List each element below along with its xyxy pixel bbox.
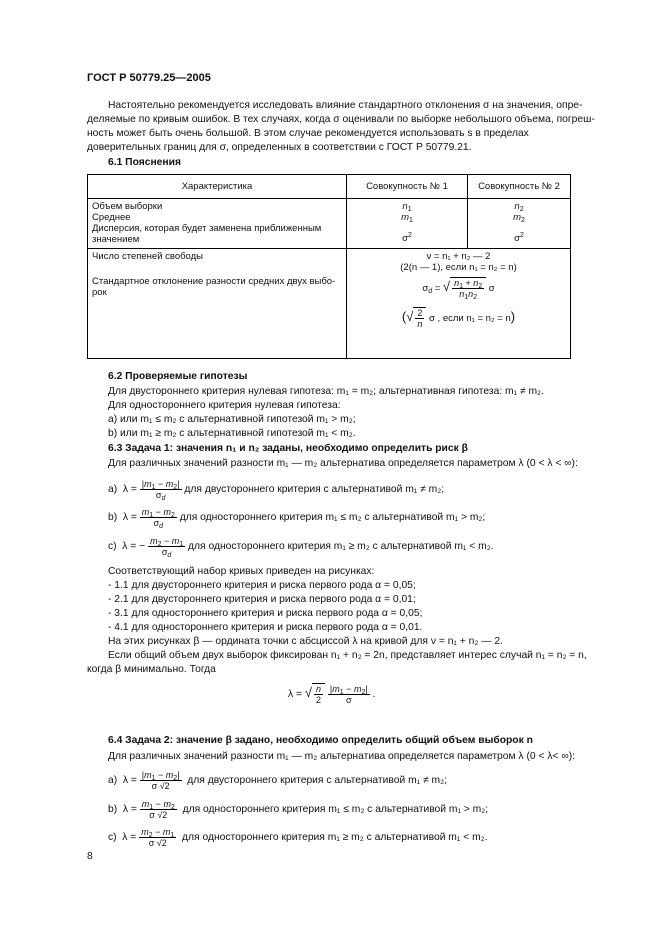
cell-dof-formulas — [347, 249, 571, 359]
formula-sigma-d-equal: (√ $\frac{2}{n}$ σ , если n₁ = n₂ = n) — [401, 308, 516, 329]
section-6-4-title: 6.4 Задача 2: значение β задано, необходимо определить общий объем выборок n — [108, 735, 533, 746]
section-6-2-title: 6.2 Проверяемые гипотезы — [108, 371, 248, 382]
s63-fixed-1: Если общий объем двух выборок фиксирован n₁ + n₂ = 2n, представляет интерес случай n₁ = n₂ = n, — [108, 650, 587, 661]
cell-sample-stats — [88, 199, 347, 249]
formula-sigma-d: $\sigma_d$ = √ $\frac{n_1 + n_2}{n_1n_2}$ σ — [422, 278, 495, 301]
s63-item-a: a) λ = $\frac{|m_1 - m_2|}{\sigma_d}$ для двустороннего критерия с альтернативой m₁ ≠ m₂; — [108, 479, 445, 502]
intro-line-3: ность может быть очень большой. В этом случае рекомендуется использовать s в пределах — [87, 128, 529, 139]
s62-line-1: Для двустороннего критерия нулевая гипотеза: m₁ = m₂; альтернативная гипотеза: m₁ ≠ m₂. — [108, 386, 544, 397]
s64-line-1: Для различных значений разности m₁ — m₂ альтернатива определяется параметром λ (0 < λ< ∞): — [108, 751, 575, 762]
s63-set: Соответствующий набор кривых приведен на рисунках: — [108, 566, 375, 577]
label-sample-size: Объем выборки — [92, 201, 163, 212]
label-dof: Число степеней свободы — [92, 251, 204, 262]
s62-line-3: a) или m₁ ≤ m₂ с альтернативной гипотезой m₁ > m₂; — [108, 414, 356, 425]
intro-line-1: Настоятельно рекомендуется исследовать влияние стандартного отклонения σ на значения, опре- — [108, 100, 583, 111]
cell-pop1-values: $n_1$ $m_1$ $\sigma^2$ — [347, 199, 468, 249]
s63-fig-1: - 1.1 для двустороннего критерия и риска первого рода α = 0,05; — [108, 580, 416, 591]
formula-lambda-equal: λ = √ $\frac{n}{2}$ $\frac{|m_1 - m_2|}{\sigma}$ . — [288, 684, 376, 705]
cell-pop2-values: $n_2$ $m_2$ $\sigma^2$ — [468, 199, 571, 249]
section-6-1-title: 6.1 Пояснения — [108, 157, 181, 168]
label-sigma-d: Стандартное отклонение разности средних двух выбо- — [92, 276, 336, 287]
s62-line-2: Для одностороннего критерия нулевая гипотеза: — [108, 400, 341, 411]
s64-item-b: b) λ = $\frac{m_1 - m_2}{\sigma √2}$ для одностороннего критерия m₁ ≤ m₂ с альтернативой m₁ > m₂; — [108, 799, 489, 820]
s62-line-4: b) или m₁ ≥ m₂ с альтернативной гипотезой m₁ < m₂. — [108, 428, 356, 439]
s63-fig-4: - 4.1 для одностороннего критерия и риска первого рода α = 0,01. — [108, 622, 423, 633]
section-6-3-title: 6.3 Задача 1: значения n₁ и n₂ заданы, необходимо определить риск β — [108, 443, 468, 454]
s63-item-b: b) λ = $\frac{m_1 - m_2}{\sigma_d}$ для одностороннего критерия m₁ ≤ m₂ с альтернативой m₁ > m₂; — [108, 507, 486, 530]
formula-dof: ν = n₁ + n₂ — 2 — [426, 251, 491, 262]
intro-line-2: деляемые по кривым ошибок. В тех случаях, когда σ оценивали по выборке небольшого объема, погреш- — [87, 114, 595, 125]
s64-item-a: a) λ = $\frac{|m_1 - m_2|}{\sigma √2}$ для двустороннего критерия с альтернативой m₁ ≠ m₂; — [108, 770, 447, 791]
s63-note: На этих рисунках β — ордината точки с абсциссой λ на кривой для ν = n₁ + n₂ — 2. — [108, 636, 503, 647]
label-mean: Среднее — [92, 212, 131, 223]
s63-fig-2: - 2.1 для двустороннего критерия и риска первого рода α = 0,01; — [108, 594, 416, 605]
s63-fig-3: - 3.1 для одностороннего критерия и риска первого рода α = 0,05; — [108, 608, 423, 619]
formula-dof-equal: (2(n — 1), если n₁ = n₂ = n) — [400, 262, 517, 273]
s64-item-c: c) λ = $\frac{m_2 - m_1}{\sigma √2}$ для одностороннего критерия m₁ ≥ m₂ с альтернативой m₁ < m₂. — [108, 827, 488, 848]
label-sigma-d-2: рок — [92, 287, 107, 298]
page-number: 8 — [87, 851, 93, 862]
col-header-population-1: Совокупность № 1 — [347, 175, 468, 199]
document-header: ГОСТ Р 50779.25—2005 — [87, 72, 211, 84]
col-header-population-2: Совокупность № 2 — [468, 175, 571, 199]
s63-item-c: c) λ = − $\frac{m_2 - m_1}{\sigma_d}$ для одностороннего критерия m₁ ≥ m₂ с альтернативой m₁ < m₂. — [108, 536, 494, 559]
cell-dof-labels — [88, 249, 347, 359]
intro-line-4: доверительных границ для σ, определенных в соответствии с ГОСТ Р 50779.21. — [87, 142, 472, 153]
label-variance: Дисперсия, которая будет заменена приближенным — [92, 223, 322, 234]
s63-fixed-2: когда β минимально. Тогда — [87, 664, 216, 675]
s63-line-1: Для различных значений разности m₁ — m₂ альтернатива определяется параметром λ (0 < λ < ∞): — [108, 458, 578, 469]
explanation-table — [87, 174, 571, 359]
col-header-characteristic: Характеристика — [88, 175, 347, 199]
label-variance-2: значением — [92, 234, 140, 245]
